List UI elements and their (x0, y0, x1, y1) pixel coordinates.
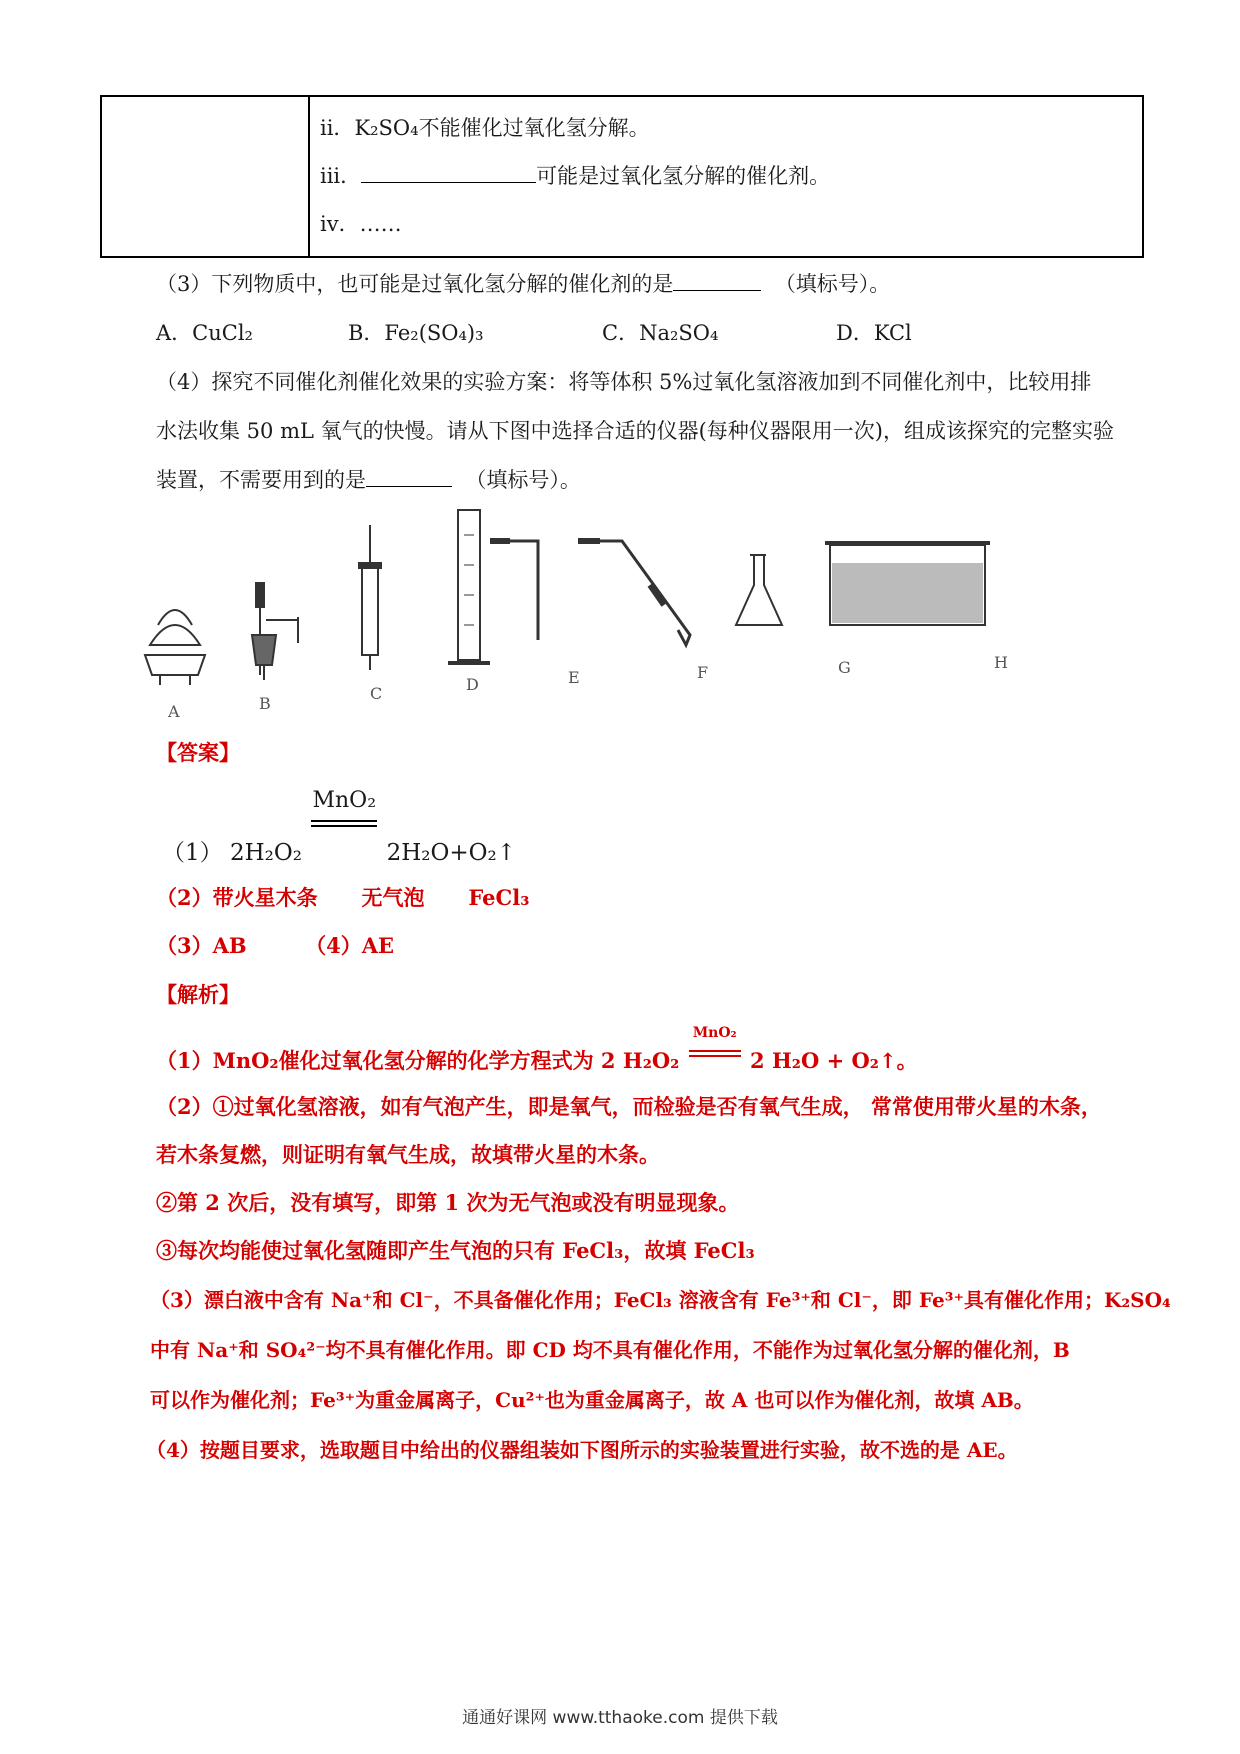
apparatus-d-graduated-cylinder (448, 510, 490, 663)
answer-1-left: 2H₂O₂ (229, 840, 302, 866)
analysis-p2-line-3: ②第 2 次后，没有填写，即第 1 次为无气泡或没有明显现象。 (156, 1190, 740, 1215)
blank-line (361, 181, 536, 183)
q3-option-b: B．Fe₂(SO₄)₃ (348, 321, 484, 345)
apparatus-figure (130, 505, 1120, 730)
analysis-p2-line-4: ③每次均能使过氧化氢随即产生气泡的只有 FeCl₃，故填 FeCl₃ (156, 1238, 755, 1263)
answer-1-equation (162, 788, 516, 866)
table-row-ii: ii．K₂SO₄不能催化过氧化氢分解。 (320, 116, 650, 140)
analysis-p2-line-2: 若木条复燃，则证明有氧气生成，故填带火星的木条。 (156, 1142, 660, 1167)
table-row-iv: iv．…… (320, 212, 402, 236)
apparatus-f-delivery-tube (578, 541, 690, 645)
label-b: B (259, 694, 271, 713)
q3-option-c: C．Na₂SO₄ (602, 321, 719, 345)
apparatus-h-water-trough (825, 543, 990, 625)
analysis-p3-line-1: （3）漂白液中含有 Na⁺和 Cl⁻，不具备催化作用；FeCl₃ 溶液含有 Fe³⁺和 Cl⁻，即 Fe³⁺具有催化作用；K₂SO₄ (150, 1288, 1171, 1312)
label-h: H (994, 653, 1008, 672)
q4-line-3: 装置，不需要用到的是 （填标号）。 (156, 468, 581, 492)
blank-line (673, 289, 761, 291)
q3-option-d: D．KCl (836, 321, 912, 345)
analysis-p2-line-1: （2）①过氧化氢溶液，如有气泡产生，即是氧气，而检验是否有氧气生成， 常常使用带火星的木条， (156, 1094, 1102, 1119)
q3-stem: （3）下列物质中，也可能是过氧化氢分解的催化剂的是 （填标号）。 (156, 272, 891, 296)
analysis-p1: （1）MnO₂催化过氧化氢分解的化学方程式为 2 H₂O₂ MnO₂ 2 H₂O + O₂↑。 (156, 1025, 918, 1073)
answer-1-catalyst: MnO₂ (312, 788, 377, 813)
table-left-cell (101, 96, 309, 257)
answer-1-arrow (309, 790, 379, 834)
apparatus-e-bent-tube (490, 541, 538, 640)
answer-3-4: （3）AB （4）AE (156, 933, 395, 958)
analysis-p1-arrow: MnO₂ (687, 1042, 743, 1072)
answer-heading: 【答案】 (156, 740, 240, 765)
answer-1-num: （1） (162, 840, 223, 866)
apparatus-c-syringe (359, 525, 381, 670)
label-f: F (697, 663, 709, 682)
apparatus-a-alcohol-lamp (145, 610, 205, 685)
label-e: E (568, 668, 580, 687)
answer-1-right: 2H₂O+O₂↑ (386, 840, 516, 866)
q4-line-2: 水法收集 50 mL 氧气的快慢。请从下图中选择合适的仪器(每种仪器限用一次)，组成该探究的完整实验 (156, 419, 1114, 443)
table-row-iii: iii． 可能是过氧化氢分解的催化剂。 (320, 164, 831, 188)
label-c: C (370, 684, 383, 703)
q3-option-a: A．CuCl₂ (156, 321, 253, 345)
analysis-heading: 【解析】 (156, 982, 240, 1007)
label-a: A (168, 702, 180, 721)
analysis-p4: （4）按题目要求，选取题目中给出的仪器组装如下图所示的实验装置进行实验，故不选的是 AE。 (146, 1438, 1018, 1462)
analysis-p3-line-2: 中有 Na⁺和 SO₄²⁻均不具有催化作用。即 CD 均不具有催化作用，不能作为过氧化氢分解的催化剂，B (150, 1338, 1070, 1362)
label-g: G (838, 658, 851, 677)
answer-2: （2）带火星木条 无气泡 FeCl₃ (156, 885, 530, 910)
label-d: D (466, 675, 479, 694)
page-footer: 通通好课网 www.tthaoke.com 提供下载 (462, 1708, 778, 1728)
apparatus-b-stopper-tube (252, 583, 298, 680)
q4-line-1: （4）探究不同催化剂催化效果的实验方案：将等体积 5%过氧化氢溶液加到不同催化剂中，比较用排 (156, 370, 1092, 394)
analysis-p3-line-3: 可以作为催化剂；Fe³⁺为重金属离子，Cu²⁺也为重金属离子，故 A 也可以作为催化剂，故填 AB。 (150, 1388, 1034, 1412)
apparatus-g-conical-flask (736, 555, 782, 625)
blank-line (366, 485, 452, 487)
